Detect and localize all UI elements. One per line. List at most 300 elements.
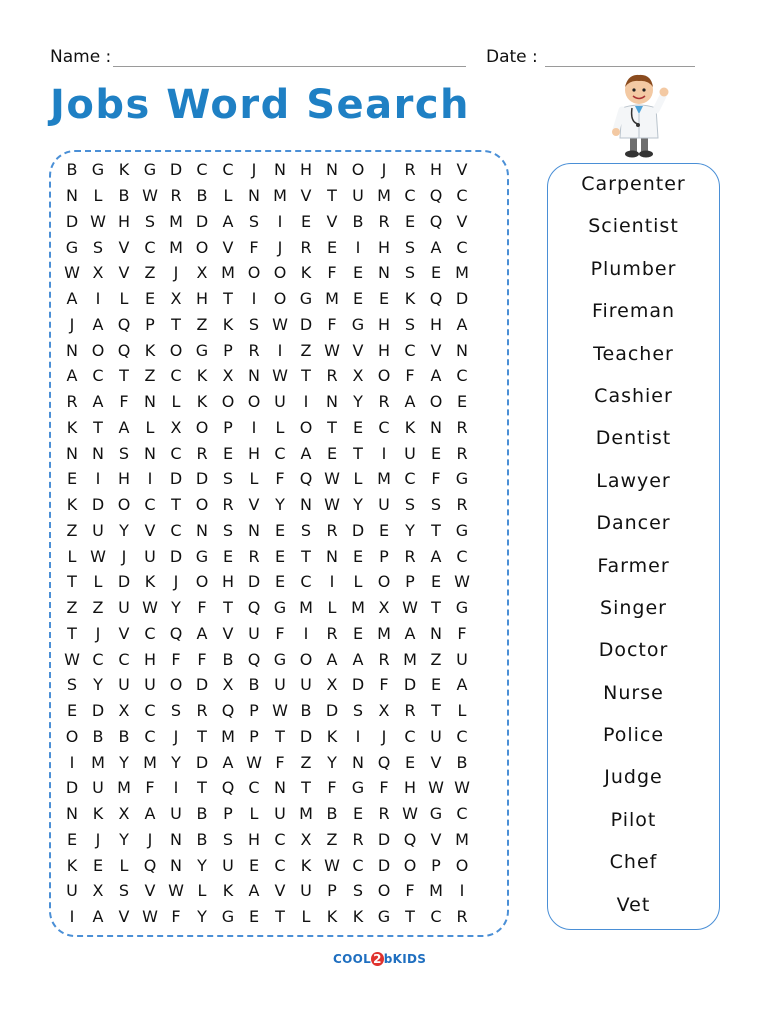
grid-letter: Z — [300, 752, 312, 772]
grid-letter: M — [377, 623, 391, 643]
grid-letter: U — [404, 443, 416, 463]
grid-letter: Q — [247, 649, 261, 669]
grid-letter: H — [117, 469, 131, 489]
grid-letter: N — [430, 623, 442, 643]
grid-letter: G — [455, 520, 469, 540]
grid-letter: M — [455, 263, 469, 283]
grid-letter: X — [300, 829, 312, 849]
grid-letter: S — [352, 701, 364, 721]
grid-letter: W — [90, 546, 106, 566]
grid-letter: C — [274, 829, 286, 849]
grid-letter: S — [66, 675, 78, 695]
letter-grid — [59, 157, 475, 930]
grid-letter: W — [64, 649, 80, 669]
grid-letter: J — [69, 314, 75, 334]
page-title: Jobs Word Search — [50, 82, 471, 128]
grid-letter: C — [456, 186, 468, 206]
date-label: Date : — [486, 47, 538, 67]
grid-letter: K — [118, 160, 130, 180]
grid-letter: G — [195, 340, 209, 360]
grid-letter: W — [246, 752, 262, 772]
grid-letter: E — [326, 237, 338, 257]
grid-letter: X — [352, 366, 364, 386]
grid-letter: J — [95, 829, 101, 849]
grid-letter: N — [378, 263, 390, 283]
grid-letter: T — [431, 520, 441, 540]
grid-letter: S — [404, 237, 416, 257]
grid-letter: G — [377, 907, 391, 927]
name-line[interactable] — [113, 66, 466, 67]
grid-letter: C — [144, 623, 156, 643]
word-list-item: Vet — [616, 893, 651, 916]
grid-letter: M — [221, 726, 235, 746]
grid-letter: Z — [430, 649, 442, 669]
grid-letter: B — [66, 160, 78, 180]
grid-letter: E — [430, 263, 442, 283]
grid-letter: V — [274, 881, 286, 901]
grid-letter: V — [326, 211, 338, 231]
grid-letter: N — [248, 520, 260, 540]
grid-letter: T — [301, 366, 311, 386]
grid-letter: N — [300, 495, 312, 515]
grid-letter: I — [277, 340, 283, 360]
grid-letter: N — [326, 546, 338, 566]
grid-letter: K — [144, 572, 156, 592]
grid-letter: X — [118, 701, 130, 721]
grid-letter: W — [142, 598, 158, 618]
grid-letter: V — [248, 495, 260, 515]
grid-letter: C — [404, 726, 416, 746]
grid-letter: B — [248, 675, 260, 695]
grid-letter: F — [431, 469, 441, 489]
grid-letter: E — [222, 546, 234, 566]
grid-letter: W — [402, 804, 418, 824]
grid-letter: E — [456, 392, 468, 412]
grid-letter: A — [222, 752, 234, 772]
grid-letter: H — [377, 340, 391, 360]
grid-letter: Y — [275, 495, 285, 515]
grid-letter: A — [430, 366, 442, 386]
grid-letter: R — [326, 623, 338, 643]
grid-letter: S — [170, 701, 182, 721]
grid-letter: T — [197, 778, 207, 798]
grid-letter: U — [170, 804, 182, 824]
grid-letter: P — [327, 881, 337, 901]
grid-letter: O — [195, 417, 209, 437]
grid-letter: A — [222, 211, 234, 231]
grid-letter: Z — [92, 598, 104, 618]
grid-letter: D — [91, 495, 105, 515]
grid-letter: K — [196, 366, 208, 386]
word-list-item: Teacher — [593, 342, 674, 365]
grid-letter: C — [92, 366, 104, 386]
grid-letter: S — [92, 237, 104, 257]
grid-letter: U — [92, 778, 104, 798]
grid-letter: M — [117, 778, 131, 798]
grid-letter: C — [404, 340, 416, 360]
grid-letter: M — [143, 752, 157, 772]
grid-letter: V — [118, 263, 130, 283]
grid-letter: D — [195, 752, 209, 772]
grid-letter: P — [223, 804, 233, 824]
grid-letter: D — [403, 675, 417, 695]
grid-letter: E — [352, 263, 364, 283]
grid-letter: V — [456, 160, 468, 180]
grid-letter: A — [326, 649, 338, 669]
grid-letter: U — [92, 520, 104, 540]
grid-letter: E — [66, 829, 78, 849]
grid-letter: X — [170, 289, 182, 309]
grid-letter: K — [404, 289, 416, 309]
grid-letter: C — [170, 366, 182, 386]
name-label: Name : — [50, 47, 112, 67]
grid-letter: I — [381, 443, 387, 463]
grid-letter: D — [195, 675, 209, 695]
grid-letter: L — [93, 186, 103, 206]
grid-letter: F — [405, 881, 415, 901]
grid-letter: O — [377, 881, 391, 901]
grid-letter: A — [430, 237, 442, 257]
grid-letter: G — [273, 598, 287, 618]
grid-letter: G — [455, 469, 469, 489]
grid-letter: U — [66, 881, 78, 901]
grid-letter: P — [431, 855, 441, 875]
grid-letter: O — [195, 237, 209, 257]
grid-letter: G — [221, 907, 235, 927]
grid-letter: T — [431, 598, 441, 618]
grid-letter: U — [430, 726, 442, 746]
grid-letter: E — [352, 804, 364, 824]
grid-letter: A — [404, 623, 416, 643]
grid-letter: E — [404, 211, 416, 231]
grid-letter: E — [222, 443, 234, 463]
grid-letter: H — [221, 572, 235, 592]
grid-letter: Z — [144, 366, 156, 386]
word-list-item: Dancer — [596, 512, 671, 535]
grid-letter: W — [454, 778, 470, 798]
grid-letter: N — [144, 392, 156, 412]
grid-letter: H — [117, 211, 131, 231]
grid-letter: W — [168, 881, 184, 901]
grid-letter: M — [377, 186, 391, 206]
grid-letter: L — [119, 855, 129, 875]
grid-letter: R — [404, 160, 416, 180]
grid-letter: M — [403, 649, 417, 669]
grid-letter: C — [92, 649, 104, 669]
grid-letter: J — [381, 726, 387, 746]
grid-letter: Y — [171, 598, 181, 618]
grid-letter: O — [299, 417, 313, 437]
grid-letter: E — [378, 520, 390, 540]
grid-letter: Z — [144, 263, 156, 283]
word-list-item: Judge — [604, 766, 663, 789]
grid-letter: M — [299, 804, 313, 824]
grid-letter: J — [173, 572, 179, 592]
grid-letter: S — [404, 263, 416, 283]
grid-letter: X — [378, 701, 390, 721]
grid-letter: O — [403, 855, 417, 875]
grid-letter: Q — [377, 752, 391, 772]
grid-letter: U — [300, 675, 312, 695]
grid-letter: Q — [169, 623, 183, 643]
grid-letter: U — [222, 855, 234, 875]
grid-letter: I — [251, 417, 257, 437]
grid-letter: T — [223, 598, 233, 618]
grid-letter: I — [173, 778, 179, 798]
grid-letter: E — [430, 675, 442, 695]
grid-letter: U — [352, 186, 364, 206]
grid-letter: C — [144, 237, 156, 257]
grid-letter: R — [66, 392, 78, 412]
grid-letter: P — [223, 417, 233, 437]
grid-letter: F — [171, 649, 181, 669]
grid-letter: A — [144, 804, 156, 824]
grid-letter: S — [222, 520, 234, 540]
grid-letter: K — [144, 340, 156, 360]
grid-letter: E — [404, 752, 416, 772]
grid-letter: V — [118, 907, 130, 927]
grid-letter: C — [456, 546, 468, 566]
grid-letter: K — [326, 726, 338, 746]
word-list-item: Police — [602, 724, 665, 747]
grid-letter: F — [197, 598, 207, 618]
grid-letter: M — [351, 598, 365, 618]
word-list-item: Dentist — [595, 427, 672, 450]
grid-letter: K — [92, 804, 104, 824]
grid-letter: L — [301, 907, 311, 927]
grid-letter: G — [143, 160, 157, 180]
grid-letter: O — [195, 495, 209, 515]
grid-letter: T — [223, 289, 233, 309]
grid-letter: H — [247, 829, 261, 849]
grid-letter: N — [92, 443, 104, 463]
grid-letter: R — [196, 701, 208, 721]
grid-letter: Q — [247, 598, 261, 618]
grid-letter: Y — [353, 495, 363, 515]
grid-letter: G — [299, 289, 313, 309]
grid-letter: S — [222, 469, 234, 489]
word-list — [547, 163, 720, 926]
grid-letter: X — [118, 804, 130, 824]
grid-letter: E — [274, 520, 286, 540]
grid-letter: H — [429, 314, 443, 334]
grid-letter: J — [173, 726, 179, 746]
grid-letter: R — [404, 701, 416, 721]
grid-letter: Y — [405, 520, 415, 540]
grid-letter: F — [327, 263, 337, 283]
grid-letter: O — [247, 392, 261, 412]
grid-letter: C — [404, 469, 416, 489]
grid-letter: T — [327, 417, 337, 437]
grid-letter: F — [327, 314, 337, 334]
grid-letter: E — [352, 289, 364, 309]
grid-letter: C — [170, 443, 182, 463]
grid-letter: Y — [197, 855, 207, 875]
grid-letter: X — [222, 675, 234, 695]
date-line[interactable] — [545, 66, 695, 67]
grid-letter: R — [378, 649, 390, 669]
grid-letter: A — [300, 443, 312, 463]
grid-letter: W — [90, 211, 106, 231]
grid-letter: T — [171, 495, 181, 515]
grid-letter: M — [325, 289, 339, 309]
grid-letter: O — [429, 392, 443, 412]
grid-letter: U — [274, 804, 286, 824]
grid-letter: O — [247, 263, 261, 283]
grid-letter: N — [430, 417, 442, 437]
grid-letter: Y — [93, 675, 103, 695]
grid-letter: A — [66, 366, 78, 386]
grid-letter: M — [377, 469, 391, 489]
grid-letter: O — [351, 160, 365, 180]
grid-letter: F — [275, 469, 285, 489]
grid-letter: Y — [119, 520, 129, 540]
grid-letter: N — [352, 752, 364, 772]
grid-letter: I — [277, 211, 283, 231]
grid-letter: D — [65, 211, 79, 231]
grid-letter: D — [351, 520, 365, 540]
grid-letter: K — [300, 263, 312, 283]
grid-letter: C — [144, 701, 156, 721]
grid-letter: L — [223, 186, 233, 206]
grid-letter: D — [195, 211, 209, 231]
grid-letter: V — [118, 623, 130, 643]
grid-letter: Q — [221, 778, 235, 798]
grid-letter: Q — [117, 314, 131, 334]
grid-letter: B — [222, 649, 234, 669]
grid-letter: L — [249, 469, 259, 489]
grid-letter: C — [352, 855, 364, 875]
grid-letter: C — [196, 160, 208, 180]
grid-letter: D — [377, 855, 391, 875]
grid-letter: S — [248, 211, 260, 231]
grid-letter: A — [196, 623, 208, 643]
grid-letter: I — [355, 237, 361, 257]
grid-letter: M — [169, 211, 183, 231]
grid-letter: C — [274, 855, 286, 875]
grid-letter: I — [69, 907, 75, 927]
grid-letter: M — [91, 752, 105, 772]
grid-letter: K — [404, 417, 416, 437]
grid-letter: R — [456, 417, 468, 437]
grid-letter: A — [352, 649, 364, 669]
grid-letter: D — [325, 701, 339, 721]
grid-letter: F — [119, 392, 129, 412]
grid-letter: L — [327, 598, 337, 618]
grid-letter: L — [67, 546, 77, 566]
grid-letter: X — [92, 263, 104, 283]
grid-letter: L — [119, 289, 129, 309]
grid-letter: N — [144, 443, 156, 463]
grid-letter: W — [402, 598, 418, 618]
grid-letter: P — [145, 314, 155, 334]
grid-letter: A — [92, 907, 104, 927]
grid-letter: C — [456, 237, 468, 257]
grid-letter: J — [251, 160, 257, 180]
grid-letter: V — [352, 340, 364, 360]
grid-letter: A — [66, 289, 78, 309]
grid-letter: C — [274, 443, 286, 463]
grid-letter: A — [92, 392, 104, 412]
grid-letter: T — [119, 366, 129, 386]
grid-letter: U — [300, 881, 312, 901]
grid-letter: S — [144, 211, 156, 231]
grid-letter: E — [378, 289, 390, 309]
grid-letter: M — [429, 881, 443, 901]
grid-letter: X — [196, 263, 208, 283]
grid-letter: R — [456, 495, 468, 515]
grid-letter: K — [222, 314, 234, 334]
grid-letter: D — [351, 675, 365, 695]
grid-letter: C — [144, 726, 156, 746]
grid-letter: X — [222, 366, 234, 386]
grid-letter: E — [326, 443, 338, 463]
grid-letter: D — [169, 160, 183, 180]
grid-letter: M — [455, 829, 469, 849]
grid-letter: N — [66, 804, 78, 824]
grid-letter: R — [326, 366, 338, 386]
grid-letter: E — [300, 211, 312, 231]
word-list-item: Chef — [609, 851, 658, 874]
grid-letter: R — [222, 495, 234, 515]
grid-letter: S — [118, 443, 130, 463]
grid-letter: I — [303, 623, 309, 643]
grid-letter: J — [381, 160, 387, 180]
grid-letter: E — [248, 855, 260, 875]
cool2bkids-logo: COOL 2 bKIDS — [333, 952, 427, 966]
grid-letter: A — [456, 314, 468, 334]
grid-letter: X — [170, 417, 182, 437]
grid-letter: K — [352, 907, 364, 927]
word-list-item: Pilot — [610, 808, 657, 831]
grid-letter: V — [222, 237, 234, 257]
grid-letter: S — [300, 520, 312, 540]
doctor-cartoon-icon — [608, 68, 670, 160]
grid-letter: G — [429, 804, 443, 824]
grid-letter: J — [277, 237, 283, 257]
grid-letter: F — [197, 649, 207, 669]
grid-letter: Y — [119, 752, 129, 772]
grid-letter: S — [118, 881, 130, 901]
word-list-item: Plumber — [590, 257, 677, 280]
grid-letter: M — [299, 598, 313, 618]
grid-letter: W — [142, 186, 158, 206]
grid-letter: J — [121, 546, 127, 566]
grid-letter: H — [143, 649, 157, 669]
grid-letter: T — [353, 443, 363, 463]
grid-letter: E — [248, 907, 260, 927]
grid-letter: T — [405, 907, 415, 927]
grid-letter: C — [300, 572, 312, 592]
grid-letter: G — [351, 778, 365, 798]
grid-letter: D — [455, 289, 469, 309]
grid-letter: C — [378, 417, 390, 437]
grid-letter: K — [66, 495, 78, 515]
grid-letter: N — [66, 186, 78, 206]
grid-letter: T — [301, 778, 311, 798]
grid-letter: B — [326, 804, 338, 824]
grid-letter: C — [222, 160, 234, 180]
grid-letter: F — [379, 778, 389, 798]
grid-letter: R — [456, 443, 468, 463]
grid-letter: U — [378, 495, 390, 515]
grid-letter: Q — [403, 829, 417, 849]
grid-letter: T — [67, 623, 77, 643]
grid-letter: K — [300, 855, 312, 875]
grid-letter: X — [378, 598, 390, 618]
grid-letter: Q — [429, 211, 443, 231]
grid-letter: S — [248, 314, 260, 334]
